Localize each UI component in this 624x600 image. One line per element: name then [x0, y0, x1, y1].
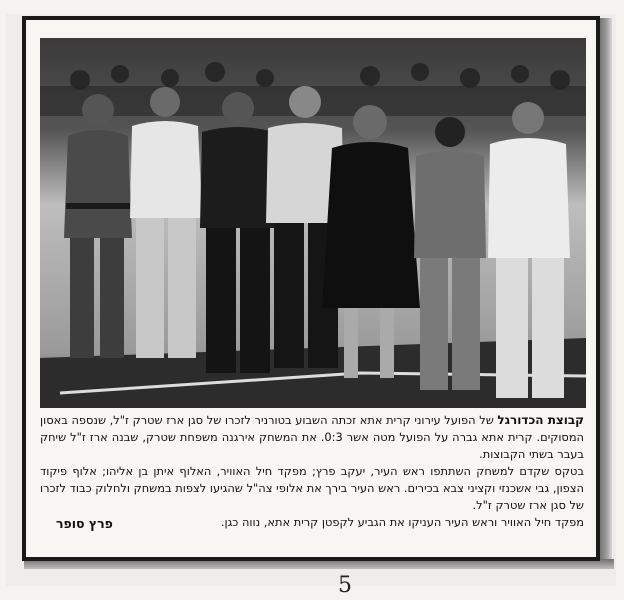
caption-paragraph-3: מפקד חיל האוויר וראש העיר העניקו את הגביע לקפטן קרית אתא, נווה כגן.: [220, 515, 584, 529]
caption-lead: קבוצת הכדורגל: [497, 413, 584, 427]
caption-text-1: של הפועל עירוני קרית אתא זכתה השבוע בטורניר לזכרו של סגן ארז שטרק ז"ל, שנספה באסון המסוקים. קרית אתא גברה על הפועל מטה אשר 0:3. את המשחק אירגנה משפחת שטרק, שבנה ארז ז"ל שיחק בעבר בשתי הקבוצות.: [40, 413, 584, 461]
article-caption: [40, 412, 584, 538]
caption-paragraph-1: [40, 412, 584, 463]
photographer-byline: פרץ סופר: [56, 516, 113, 531]
page-number: 5: [338, 573, 352, 598]
frame-shadow-right: [598, 18, 612, 566]
caption-paragraph-2: בטקס שקדם למשחק השתתפו ראש העיר, יעקב פרץ; מפקד חיל האוויר, האלוף איתן בן אליהו; אלוף פיקוד הצפון, גבי אשכנזי וקציני צבא בכירים. ראש העיר בירך את אלופי צה"ל שהגיעו לצפות במשחק ולחלוק כבוד לזכרו של סגן ארז שטרק ז"ל.: [40, 464, 584, 512]
group-photo: [40, 38, 586, 408]
photo-illustration: [40, 38, 586, 408]
